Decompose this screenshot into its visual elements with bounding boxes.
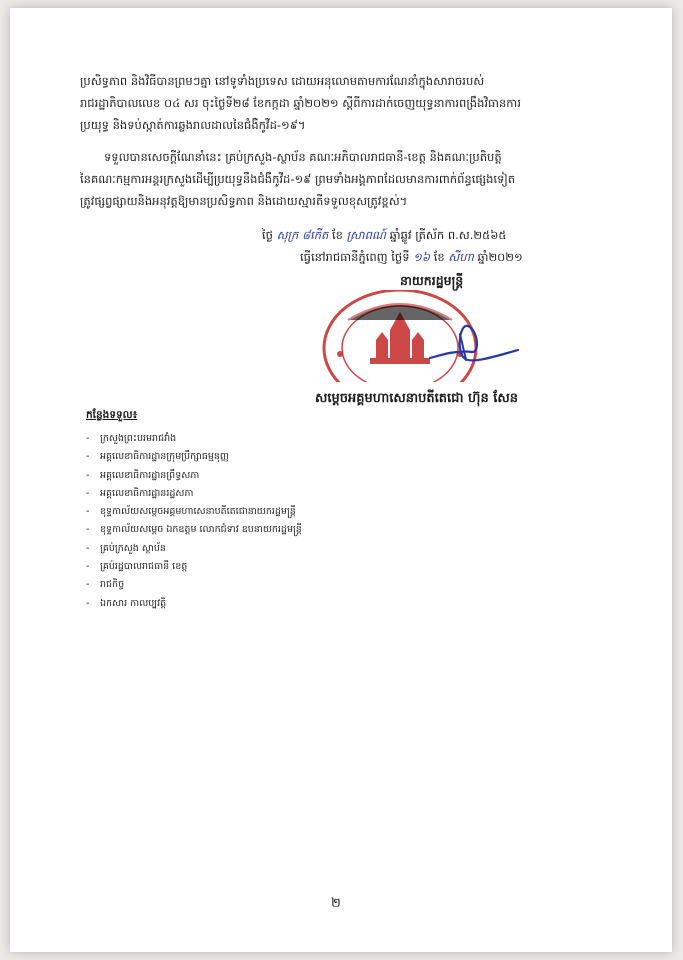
list-item: - អគ្គលេខាធិការដ្ឋានព្រឹទ្ធសភា: [86, 469, 200, 481]
list-item: - អគ្គលេខាធិការដ្ឋានរដ្ឋសភា: [86, 487, 194, 499]
signer-title: នាយករដ្ឋមន្ត្រី: [400, 273, 464, 288]
signature-icon: [420, 320, 530, 370]
lunar-month-handwritten: ស្រាពណ៍: [346, 228, 386, 242]
lunar-date-prefix: ថ្ងៃ: [262, 228, 273, 242]
paragraph-2: ទទួលបានសេចក្តីណែនាំនេះ គ្រប់ក្រសួង-ស្ថាប័ន គណៈអភិបាលរាជធានី-ខេត្ត និងគណៈប្រតិបត្តិ នៃគណៈកម្មការអន្តរក្រសួងដើម្បីប្រយុទ្ធនឹងជំងឺកូវីដ-១៩ ព្រមទាំងអង្គភាពដែលមានការពាក់ព័ន្ធផ្សេងទៀត ត្រូវផ្សព្វផ្សាយនិងអនុវត្តឱ្យមានប្រសិទ្ធភាព និងដោយស្មារតីទទួលខុសត្រូវខ្ពស់។: [80, 150, 516, 208]
solar-month-handwritten: សីហា: [448, 250, 474, 264]
list-item: - ខុទ្ទកាល័យសម្តេច ឯកឧត្តម លោកជំទាវ ឧបនាយករដ្ឋមន្ត្រី: [86, 524, 302, 536]
list-item: - ឯកសារ កាលប្បវត្តិ: [86, 597, 167, 609]
lunar-date-suffix: ឆ្នាំឆ្លូវ ត្រីស័ក ព.ស.២៥៦៥: [389, 228, 507, 242]
solar-date: [300, 250, 523, 267]
list-item: - ក្រសួងព្រះបរមរាជវាំង: [86, 433, 177, 444]
recipients-heading: កន្លែងទទួល៖: [86, 409, 138, 421]
list-item: - ខុទ្ទកាល័យសម្តេចអគ្គមហាសេនាបតីតេជោនាយករដ្ឋមន្ត្រី: [86, 506, 296, 518]
solar-month-label: ខែ: [433, 250, 445, 264]
lunar-day-handwritten: សុក្រ ៨កើត: [276, 228, 329, 242]
lunar-month-label: ខែ: [332, 228, 343, 242]
list-item: - រាជកិច្ច: [86, 579, 125, 591]
solar-date-suffix: ឆ្នាំ២០២១: [477, 250, 523, 264]
list-item: - អគ្គលេខាធិការដ្ឋានក្រុមប្រឹក្សាធម្មនុញ្ញ: [86, 451, 229, 463]
solar-date-prefix: ធ្វើនៅរាជធានីភ្នំពេញ ថ្ងៃទី: [300, 250, 410, 264]
lunar-date: [262, 228, 507, 245]
signer-name: សម្តេចអគ្គមហាសេនាបតីតេជោ ហ៊ុន សែន: [315, 391, 518, 406]
recipients-list: [86, 430, 302, 613]
page-number: ២: [331, 896, 341, 911]
solar-day-handwritten: ១៦: [413, 250, 431, 264]
paragraph-1: ប្រសិទ្ធភាព និងវិធីបានព្រមៗគ្នា នៅទូទាំងប្រទេស ដោយអនុលោមតាមការណែនាំក្នុងសារាចរបស់ រាជរដ្ឋាភិបាលលេខ ០៤ សរ ចុះថ្ងៃទី២៨ ខែកក្កដា ឆ្នាំ២០២១ ស្តីពីការដាក់ចេញយុទ្ធនាការពង្រឹងវិធានការ ប្រយុទ្ធ និងទប់ស្កាត់ការឆ្លងរាលដាលនៃជំងឺកូវីដ-១៩។: [80, 74, 521, 132]
list-item: - គ្រប់រដ្ឋបាលរាជធានី ខេត្ត: [86, 561, 188, 573]
list-item: - គ្រប់ក្រសួង ស្ថាប័ន: [86, 542, 166, 554]
